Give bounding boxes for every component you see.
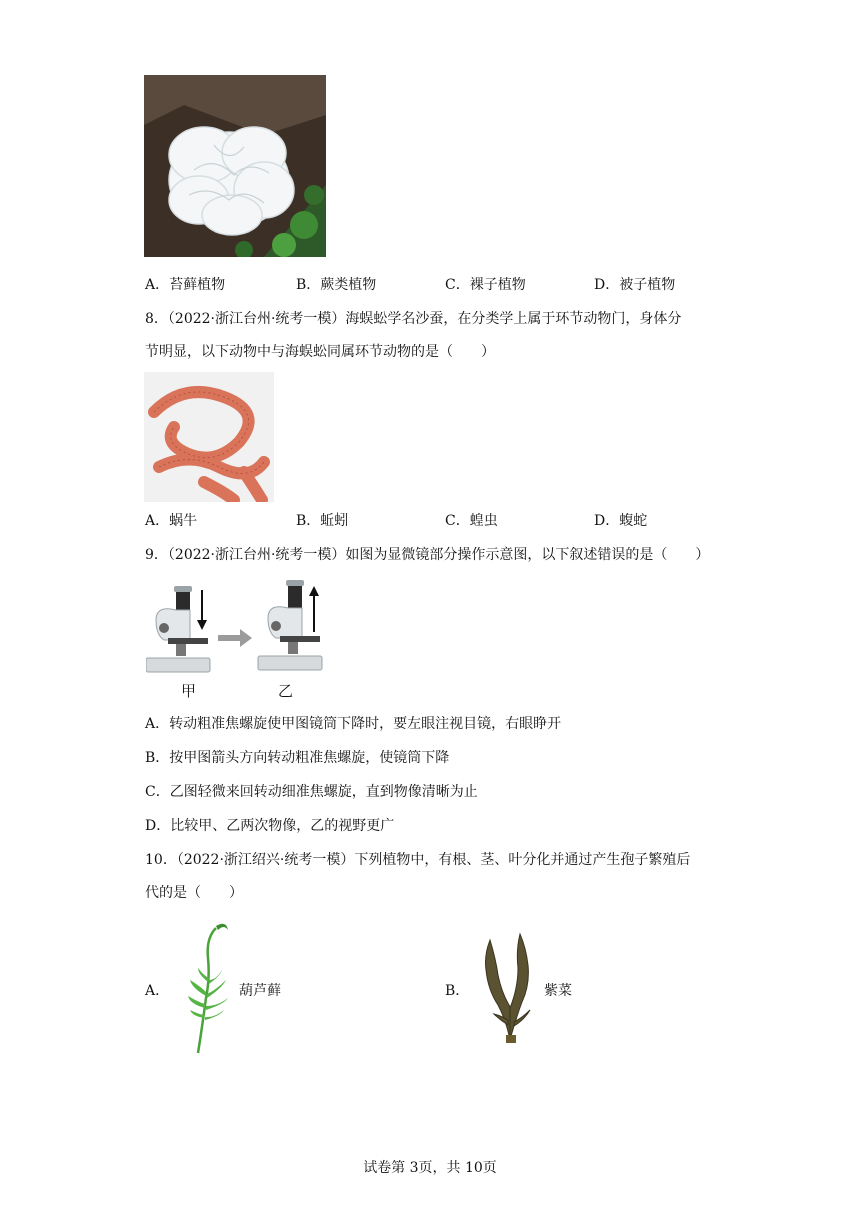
q10-option-a-letter: A． [145, 983, 170, 999]
q8-stem-line1: 8．（2022·浙江台州·统考一模）海蜈蚣学名沙蚕，在分类学上属于环节动物门，身体分 [145, 311, 682, 327]
q9-option-d: D．比较甲、乙两次物像，乙的视野更广 [145, 818, 395, 834]
figure-label-yi: 乙 [278, 682, 294, 700]
microscope-figure [146, 580, 336, 680]
q10-option-b-letter: B． [445, 983, 470, 999]
funaria-moss-drawing [186, 918, 236, 1058]
q8-option-a: A．蜗牛 [145, 513, 198, 529]
q10-stem-line1: 10．（2022·浙江绍兴·统考一模）下列植物中，有根、茎、叶分化并通过产生孢子繁殖后 [145, 852, 691, 868]
q9-option-c: C．乙图轻微来回转动细准焦螺旋，直到物像清晰为止 [145, 784, 478, 800]
q7-option-a: A．苔藓植物 [145, 277, 226, 293]
porphyra-seaweed-drawing [480, 930, 540, 1045]
microscope-jia-icon [146, 586, 210, 672]
q10-stem-line2: 代的是（ ） [145, 885, 243, 901]
q10-option-b-name: 紫菜 [544, 983, 572, 999]
sandworm-photo [144, 372, 274, 502]
q8-stem-line2: 节明显，以下动物中与海蜈蚣同属环节动物的是（ ） [145, 344, 495, 360]
q7-option-b: B．蕨类植物 [296, 277, 377, 293]
q9-option-b: B．按甲图箭头方向转动粗准焦螺旋，使镜筒下降 [145, 750, 450, 766]
microscope-yi-icon [258, 580, 322, 670]
right-arrow-icon [218, 629, 252, 647]
q9-stem-line1: 9．（2022·浙江台州·统考一模）如图为显微镜部分操作示意图，以下叙述错误的是（ ） [145, 547, 710, 563]
figure-label-jia: 甲 [181, 682, 197, 700]
q7-option-c: C．裸子植物 [445, 277, 526, 293]
q8-option-c: C．蝗虫 [445, 513, 498, 529]
q10-option-a-name: 葫芦藓 [239, 983, 281, 999]
q8-option-b: B．蚯蚓 [296, 513, 349, 529]
q8-option-d: D．蝮蛇 [594, 513, 648, 529]
q9-option-a: A．转动粗准焦螺旋使甲图镜筒下降时，要左眼注视目镜，右眼睁开 [145, 716, 562, 732]
q7-option-d: D．被子植物 [594, 277, 676, 293]
page-footer: 试卷第 3页，共 10页 [363, 1160, 497, 1176]
tremella-photo [144, 75, 326, 257]
